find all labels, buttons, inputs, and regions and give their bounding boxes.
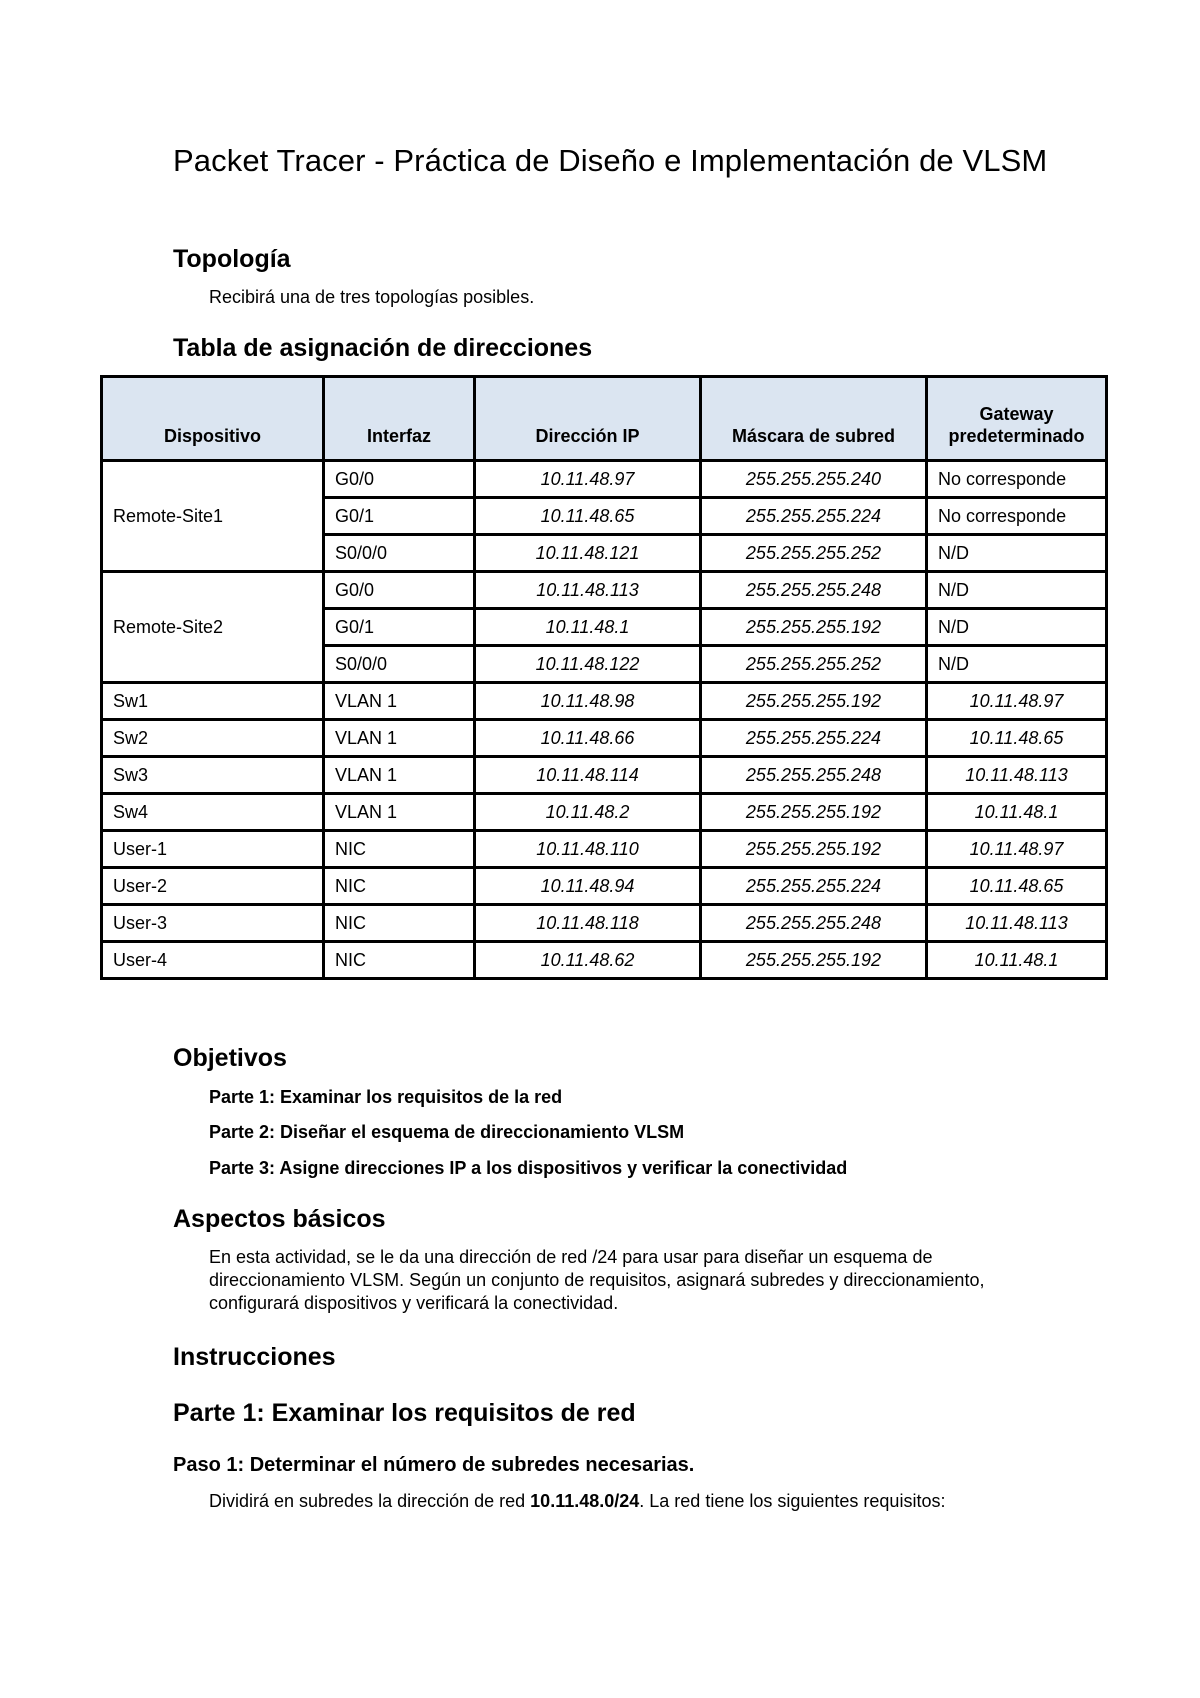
mask-cell: 255.255.255.224 bbox=[701, 868, 927, 905]
mask-cell: 255.255.255.248 bbox=[701, 757, 927, 794]
mask-cell: 255.255.255.192 bbox=[701, 942, 927, 979]
gateway-cell: N/D bbox=[927, 535, 1107, 572]
interface-cell: NIC bbox=[324, 831, 475, 868]
header-gateway-line1: Gateway bbox=[979, 404, 1054, 424]
ip-cell: 10.11.48.97 bbox=[475, 461, 701, 498]
header-dispositivo: Dispositivo bbox=[102, 377, 324, 461]
mask-cell: 255.255.255.252 bbox=[701, 646, 927, 683]
ip-cell: 10.11.48.122 bbox=[475, 646, 701, 683]
table-row bbox=[102, 831, 1107, 868]
device-cell: Remote-Site1 bbox=[102, 461, 324, 572]
interface-cell: G0/1 bbox=[324, 498, 475, 535]
objetivos-heading: Objetivos bbox=[173, 1044, 287, 1072]
device-cell: Sw4 bbox=[102, 794, 324, 831]
mask-cell: 255.255.255.224 bbox=[701, 498, 927, 535]
mask-cell: 255.255.255.248 bbox=[701, 905, 927, 942]
table-row bbox=[102, 720, 1107, 757]
topologia-text: Recibirá una de tres topologías posibles. bbox=[209, 287, 535, 307]
mask-cell: 255.255.255.224 bbox=[701, 720, 927, 757]
interface-cell: VLAN 1 bbox=[324, 757, 475, 794]
topologia-heading: Topología bbox=[173, 245, 291, 273]
paso1-text bbox=[209, 1490, 969, 1513]
interface-cell: VLAN 1 bbox=[324, 720, 475, 757]
interface-cell: G0/0 bbox=[324, 461, 475, 498]
paso1-network: 10.11.48.0/24 bbox=[530, 1491, 640, 1511]
device-cell: Remote-Site2 bbox=[102, 572, 324, 683]
mask-cell: 255.255.255.192 bbox=[701, 609, 927, 646]
tabla-heading: Tabla de asignación de direcciones bbox=[173, 334, 593, 362]
ip-cell: 10.11.48.65 bbox=[475, 498, 701, 535]
interface-cell: S0/0/0 bbox=[324, 646, 475, 683]
header-gateway bbox=[927, 377, 1107, 461]
mask-cell: 255.255.255.252 bbox=[701, 535, 927, 572]
mask-cell: 255.255.255.192 bbox=[701, 794, 927, 831]
device-cell: User-2 bbox=[102, 868, 324, 905]
gateway-cell: 10.11.48.1 bbox=[927, 794, 1107, 831]
device-cell: Sw1 bbox=[102, 683, 324, 720]
table-row bbox=[102, 942, 1107, 979]
table-row bbox=[102, 683, 1107, 720]
table-row bbox=[102, 905, 1107, 942]
interface-cell: NIC bbox=[324, 905, 475, 942]
instrucciones-heading: Instrucciones bbox=[173, 1343, 336, 1371]
gateway-cell: 10.11.48.113 bbox=[927, 757, 1107, 794]
objetivo-item: Parte 2: Diseñar el esquema de direccionamiento VLSM bbox=[209, 1122, 685, 1142]
interface-cell: G0/1 bbox=[324, 609, 475, 646]
interface-cell: G0/0 bbox=[324, 572, 475, 609]
ip-cell: 10.11.48.94 bbox=[475, 868, 701, 905]
paso1-text-after: . La red tiene los siguientes requisitos: bbox=[639, 1491, 946, 1511]
ip-cell: 10.11.48.62 bbox=[475, 942, 701, 979]
ip-cell: 10.11.48.110 bbox=[475, 831, 701, 868]
mask-cell: 255.255.255.248 bbox=[701, 572, 927, 609]
gateway-cell: No corresponde bbox=[927, 461, 1107, 498]
page-title: Packet Tracer - Práctica de Diseño e Implementación de VLSM bbox=[173, 143, 1048, 178]
gateway-cell: N/D bbox=[927, 646, 1107, 683]
device-cell: User-4 bbox=[102, 942, 324, 979]
gateway-cell: No corresponde bbox=[927, 498, 1107, 535]
interface-cell: S0/0/0 bbox=[324, 535, 475, 572]
paso1-text-before: Dividirá en subredes la dirección de red bbox=[209, 1491, 531, 1511]
gateway-cell: 10.11.48.97 bbox=[927, 831, 1107, 868]
device-cell: Sw3 bbox=[102, 757, 324, 794]
header-gateway-line2: predeterminado bbox=[948, 426, 1085, 446]
table-header-row bbox=[102, 377, 1107, 461]
table-row bbox=[102, 868, 1107, 905]
parte1-heading: Parte 1: Examinar los requisitos de red bbox=[173, 1399, 636, 1427]
header-interfaz: Interfaz bbox=[324, 377, 475, 461]
mask-cell: 255.255.255.192 bbox=[701, 683, 927, 720]
table-row bbox=[102, 794, 1107, 831]
aspectos-heading: Aspectos básicos bbox=[173, 1205, 386, 1233]
device-cell: User-3 bbox=[102, 905, 324, 942]
ip-cell: 10.11.48.1 bbox=[475, 609, 701, 646]
objetivo-item: Parte 1: Examinar los requisitos de la red bbox=[209, 1087, 563, 1107]
ip-cell: 10.11.48.66 bbox=[475, 720, 701, 757]
table-row bbox=[102, 461, 1107, 498]
aspectos-text: En esta actividad, se le da una dirección de red /24 para usar para diseñar un esquema de direccionamiento VLSM. Según un conjunto de requisitos, asignará subredes y direccionamiento, configurará dispositivos y verificará la conectividad. bbox=[209, 1247, 985, 1313]
header-mascara: Máscara de subred bbox=[701, 377, 927, 461]
header-ip: Dirección IP bbox=[475, 377, 701, 461]
ip-cell: 10.11.48.114 bbox=[475, 757, 701, 794]
interface-cell: VLAN 1 bbox=[324, 794, 475, 831]
ip-cell: 10.11.48.2 bbox=[475, 794, 701, 831]
mask-cell: 255.255.255.192 bbox=[701, 831, 927, 868]
addressing-table bbox=[100, 375, 1108, 980]
gateway-cell: 10.11.48.113 bbox=[927, 905, 1107, 942]
table-row bbox=[102, 757, 1107, 794]
gateway-cell: 10.11.48.1 bbox=[927, 942, 1107, 979]
gateway-cell: N/D bbox=[927, 609, 1107, 646]
gateway-cell: 10.11.48.65 bbox=[927, 868, 1107, 905]
ip-cell: 10.11.48.121 bbox=[475, 535, 701, 572]
gateway-cell: N/D bbox=[927, 572, 1107, 609]
device-cell: User-1 bbox=[102, 831, 324, 868]
paso1-heading: Paso 1: Determinar el número de subredes necesarias. bbox=[173, 1454, 695, 1476]
device-cell: Sw2 bbox=[102, 720, 324, 757]
objetivo-item: Parte 3: Asigne direcciones IP a los dispositivos y verificar la conectividad bbox=[209, 1158, 848, 1178]
interface-cell: NIC bbox=[324, 868, 475, 905]
interface-cell: VLAN 1 bbox=[324, 683, 475, 720]
ip-cell: 10.11.48.98 bbox=[475, 683, 701, 720]
gateway-cell: 10.11.48.65 bbox=[927, 720, 1107, 757]
ip-cell: 10.11.48.113 bbox=[475, 572, 701, 609]
mask-cell: 255.255.255.240 bbox=[701, 461, 927, 498]
interface-cell: NIC bbox=[324, 942, 475, 979]
gateway-cell: 10.11.48.97 bbox=[927, 683, 1107, 720]
ip-cell: 10.11.48.118 bbox=[475, 905, 701, 942]
table-row bbox=[102, 572, 1107, 609]
